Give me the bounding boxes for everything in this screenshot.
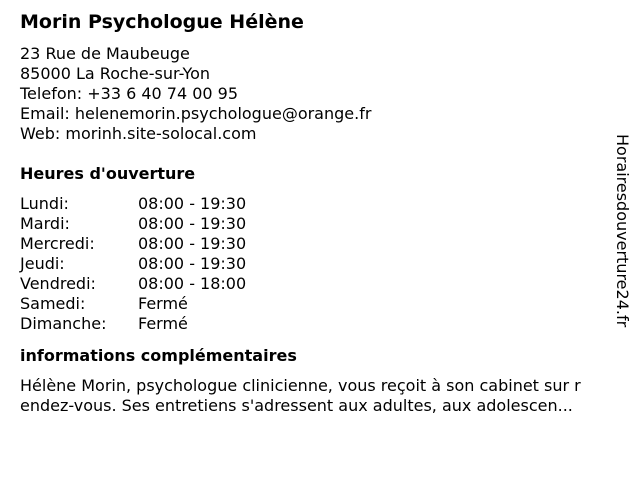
day-label: Lundi: (20, 194, 69, 213)
day-hours: 08:00 - 19:30 (138, 254, 247, 273)
website-link[interactable]: Web: morinh.site-solocal.com (20, 124, 257, 143)
day-hours: Fermé (138, 314, 188, 333)
day-label: Jeudi: (20, 254, 65, 273)
address-line-2: 85000 La Roche-sur-Yon (20, 64, 211, 83)
additional-info-heading: informations complémentaires (20, 346, 297, 365)
day-hours: 08:00 - 19:30 (138, 194, 247, 213)
day-label: Mercredi: (20, 234, 95, 253)
day-hours: Fermé (138, 294, 188, 313)
day-hours: 08:00 - 19:30 (138, 214, 247, 233)
description-line-2: endez-vous. Ses entretiens s'adressent aux adultes, aux adolescen... (20, 396, 573, 415)
description (20, 376, 622, 416)
day-hours: 08:00 - 19:30 (138, 234, 247, 253)
day-label: Samedi: (20, 294, 86, 313)
site-watermark (612, 134, 632, 370)
phone-number[interactable]: Telefon: +33 6 40 74 00 95 (20, 84, 239, 103)
opening-hours-heading: Heures d'ouverture (20, 164, 196, 183)
day-label: Dimanche: (20, 314, 107, 333)
email-address[interactable]: Email: helenemorin.psychologue@orange.fr (20, 104, 372, 123)
day-hours: 08:00 - 18:00 (138, 274, 247, 293)
day-label: Mardi: (20, 214, 70, 233)
description-line-1: Hélène Morin, psychologue clinicienne, vous reçoit à son cabinet sur r (20, 376, 581, 395)
day-label: Vendredi: (20, 274, 96, 293)
watermark-text: Horairesdouverture24.fr (613, 134, 632, 328)
business-name: Morin Psychologue Hélène (20, 11, 304, 33)
address-line-1: 23 Rue de Maubeuge (20, 44, 190, 63)
